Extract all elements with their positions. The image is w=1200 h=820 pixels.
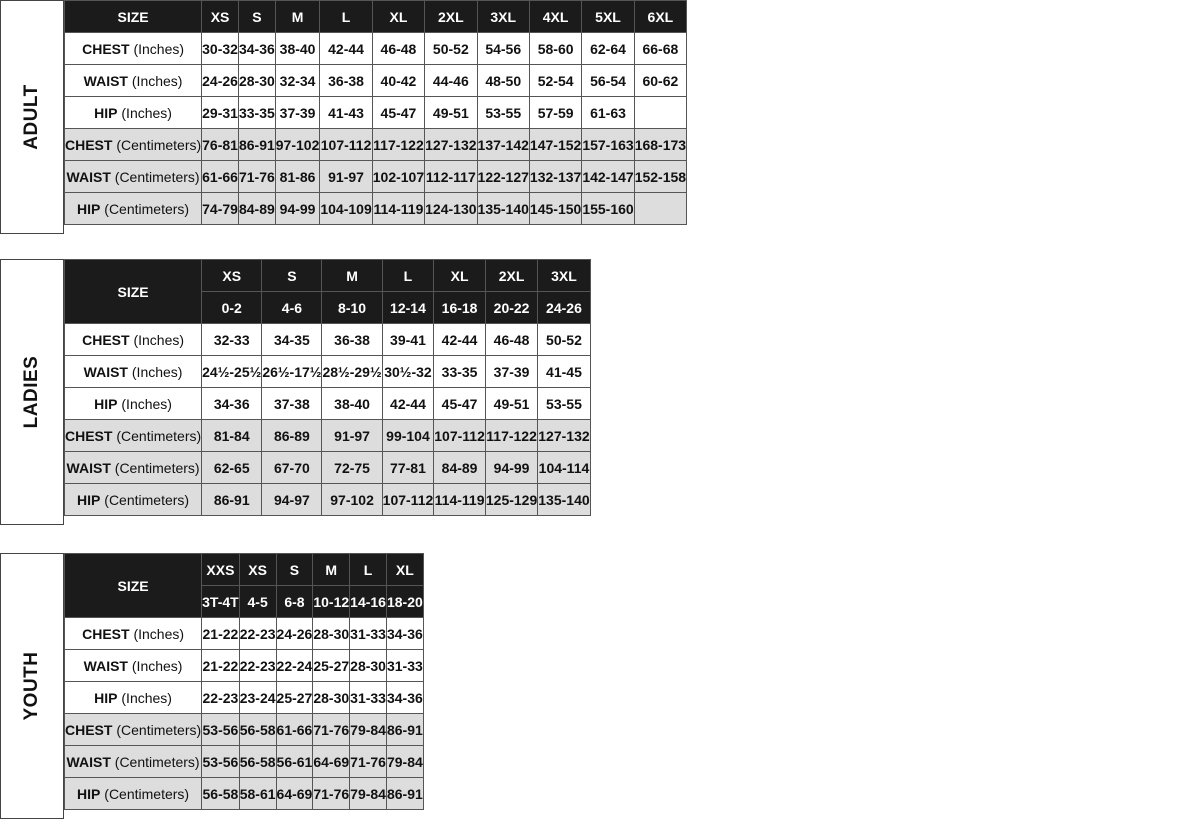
measurement-value: 107-112 (434, 420, 486, 452)
size-header-cell: L (382, 260, 434, 292)
numeric-size-header-cell: 18-20 (386, 586, 423, 618)
measurement-value: 56-61 (276, 746, 313, 778)
measurement-value: 135-140 (538, 484, 590, 516)
measurement-value: 107-112 (320, 129, 372, 161)
size-header-cell: S (238, 1, 275, 33)
measurement-value: 157-163 (582, 129, 634, 161)
measurement-value: 74-79 (202, 193, 239, 225)
measurement-unit: (Inches) (121, 395, 172, 412)
ladies-size-table (64, 259, 591, 516)
size-header-cell: 3XL (477, 1, 529, 33)
measurement-label (65, 324, 202, 356)
measurement-value: 56-58 (202, 778, 240, 810)
measurement-label (65, 356, 202, 388)
measurement-value: 30½-32 (382, 356, 434, 388)
measurement-value: 168-173 (634, 129, 686, 161)
measurement-row (65, 388, 591, 420)
measurement-unit: (Centimeters) (114, 459, 200, 476)
measurement-value: 125-129 (485, 484, 537, 516)
measurement-value: 46-48 (372, 33, 424, 65)
measurement-unit: (Inches) (121, 104, 172, 121)
measurement-value: 53-55 (477, 97, 529, 129)
measurement-row (65, 193, 687, 225)
measurement-value: 142-147 (582, 161, 634, 193)
measurement-value: 56-58 (239, 746, 276, 778)
measurement-value: 152-158 (634, 161, 686, 193)
measurement-row (65, 778, 424, 810)
measurement-value: 91-97 (322, 420, 382, 452)
measurement-unit: (Centimeters) (114, 168, 200, 185)
measurement-value: 41-45 (538, 356, 590, 388)
measurement-label (65, 161, 202, 193)
measurement-name: HIP (77, 200, 101, 217)
measurement-value: 81-84 (202, 420, 262, 452)
measurement-value: 53-55 (538, 388, 590, 420)
measurement-value (634, 193, 686, 225)
numeric-size-header-cell: 8-10 (322, 292, 382, 324)
measurement-value: 45-47 (434, 388, 486, 420)
measurement-value: 24½-25½ (202, 356, 262, 388)
youth-side-panel (0, 553, 64, 819)
measurement-value: 22-24 (276, 650, 313, 682)
measurement-value: 36-38 (322, 324, 382, 356)
measurement-value: 28-30 (350, 650, 387, 682)
size-header-row (65, 260, 591, 292)
size-header-cell: 3XL (538, 260, 590, 292)
measurement-value: 33-35 (434, 356, 486, 388)
adult-side-label: ADULT (21, 84, 42, 150)
adult-size-table (64, 0, 687, 225)
measurement-value: 127-132 (425, 129, 477, 161)
size-header-cell: XL (386, 554, 423, 586)
measurement-name: HIP (94, 395, 118, 412)
measurement-value: 25-27 (276, 682, 313, 714)
measurement-value: 86-91 (386, 778, 423, 810)
measurement-label (65, 97, 202, 129)
measurement-value: 64-69 (276, 778, 313, 810)
measurement-value: 91-97 (320, 161, 372, 193)
size-header-cell: 2XL (425, 1, 477, 33)
measurement-value: 60-62 (634, 65, 686, 97)
measurement-unit: (Inches) (131, 363, 183, 380)
size-header-cell: S (262, 260, 322, 292)
measurement-name: HIP (94, 689, 118, 706)
measurement-value: 31-33 (350, 682, 387, 714)
measurement-value: 71-76 (238, 161, 275, 193)
numeric-size-header-cell: 3T-4T (202, 586, 240, 618)
numeric-size-header-cell: 12-14 (382, 292, 434, 324)
measurement-value: 33-35 (238, 97, 275, 129)
youth-side-label: YOUTH (21, 651, 42, 721)
measurement-value: 23-24 (239, 682, 276, 714)
measurement-unit: (Centimeters) (114, 753, 200, 770)
measurement-value: 34-35 (262, 324, 322, 356)
measurement-name: WAIST (66, 459, 111, 476)
measurement-value: 71-76 (313, 714, 350, 746)
measurement-value: 114-119 (434, 484, 486, 516)
measurement-value: 81-86 (275, 161, 320, 193)
size-header-cell: XL (372, 1, 424, 33)
measurement-value: 135-140 (477, 193, 529, 225)
ladies-side-panel (0, 259, 64, 525)
size-header-label: SIZE (65, 260, 202, 324)
measurement-value: 114-119 (372, 193, 424, 225)
measurement-value: 37-39 (275, 97, 320, 129)
measurement-value: 62-64 (582, 33, 634, 65)
measurement-value: 104-114 (538, 452, 590, 484)
measurement-value: 50-52 (538, 324, 590, 356)
measurement-value: 38-40 (275, 33, 320, 65)
measurement-value: 53-56 (202, 746, 240, 778)
measurement-value: 147-152 (529, 129, 581, 161)
measurement-row (65, 33, 687, 65)
measurement-value: 28½-29½ (322, 356, 382, 388)
measurement-value: 77-81 (382, 452, 434, 484)
numeric-size-header-cell: 6-8 (276, 586, 313, 618)
size-header-cell: XL (434, 260, 486, 292)
measurement-value: 117-122 (372, 129, 424, 161)
size-header-cell: M (275, 1, 320, 33)
measurement-value: 57-59 (529, 97, 581, 129)
measurement-value: 97-102 (322, 484, 382, 516)
measurement-value: 49-51 (425, 97, 477, 129)
size-header-cell: L (320, 1, 372, 33)
measurement-label (65, 452, 202, 484)
measurement-label (65, 65, 202, 97)
measurement-value: 26½-17½ (262, 356, 322, 388)
measurement-unit: (Inches) (133, 625, 185, 642)
measurement-name: WAIST (66, 168, 111, 185)
numeric-size-header-cell: 4-6 (262, 292, 322, 324)
measurement-label (65, 618, 202, 650)
measurement-value: 124-130 (425, 193, 477, 225)
measurement-value: 28-30 (313, 618, 350, 650)
measurement-name: HIP (77, 785, 101, 802)
measurement-label (65, 193, 202, 225)
measurement-value: 61-66 (202, 161, 239, 193)
size-header-cell: L (350, 554, 387, 586)
measurement-value: 28-30 (238, 65, 275, 97)
measurement-value: 32-34 (275, 65, 320, 97)
measurement-value: 117-122 (485, 420, 537, 452)
measurement-row (65, 129, 687, 161)
measurement-name: CHEST (65, 721, 113, 738)
measurement-value: 97-102 (275, 129, 320, 161)
numeric-size-header-cell: 4-5 (239, 586, 276, 618)
measurement-value: 42-44 (382, 388, 434, 420)
measurement-row (65, 324, 591, 356)
numeric-size-header-cell: 16-18 (434, 292, 486, 324)
measurement-value: 56-54 (582, 65, 634, 97)
measurement-row (65, 484, 591, 516)
measurement-name: CHEST (65, 427, 113, 444)
measurement-value: 34-36 (202, 388, 262, 420)
size-header-cell: M (322, 260, 382, 292)
size-header-cell: XS (202, 260, 262, 292)
measurement-value: 34-36 (386, 618, 423, 650)
measurement-value: 86-89 (262, 420, 322, 452)
measurement-value: 25-27 (313, 650, 350, 682)
measurement-value: 44-46 (425, 65, 477, 97)
measurement-row (65, 65, 687, 97)
measurement-value: 30-32 (202, 33, 239, 65)
measurement-value: 155-160 (582, 193, 634, 225)
size-header-cell: XXS (202, 554, 240, 586)
measurement-value: 86-91 (238, 129, 275, 161)
measurement-value: 86-91 (386, 714, 423, 746)
measurement-value: 28-30 (313, 682, 350, 714)
measurement-value: 94-99 (485, 452, 537, 484)
numeric-size-header-cell: 10-12 (313, 586, 350, 618)
measurement-value: 37-38 (262, 388, 322, 420)
measurement-unit: (Centimeters) (116, 721, 202, 738)
measurement-value: 34-36 (386, 682, 423, 714)
measurement-value: 42-44 (320, 33, 372, 65)
measurement-value: 137-142 (477, 129, 529, 161)
measurement-unit: (Inches) (131, 72, 183, 89)
measurement-label (65, 484, 202, 516)
measurement-value: 53-56 (202, 714, 240, 746)
measurement-label (65, 388, 202, 420)
measurement-value: 112-117 (425, 161, 477, 193)
measurement-row (65, 356, 591, 388)
size-header-cell: 5XL (582, 1, 634, 33)
measurement-value: 36-38 (320, 65, 372, 97)
measurement-row (65, 682, 424, 714)
measurement-value: 58-61 (239, 778, 276, 810)
measurement-unit: (Inches) (133, 40, 185, 57)
measurement-value: 61-66 (276, 714, 313, 746)
measurement-row (65, 161, 687, 193)
measurement-label (65, 746, 202, 778)
measurement-value: 64-69 (313, 746, 350, 778)
measurement-value: 37-39 (485, 356, 537, 388)
measurement-row (65, 618, 424, 650)
measurement-value: 79-84 (350, 778, 387, 810)
measurement-unit: (Inches) (131, 657, 183, 674)
measurement-value: 122-127 (477, 161, 529, 193)
measurement-value: 104-109 (320, 193, 372, 225)
measurement-row (65, 650, 424, 682)
measurement-value: 76-81 (202, 129, 239, 161)
measurement-unit: (Centimeters) (116, 427, 202, 444)
measurement-value: 42-44 (434, 324, 486, 356)
measurement-unit: (Inches) (133, 331, 185, 348)
measurement-name: CHEST (82, 625, 130, 642)
size-header-cell: S (276, 554, 313, 586)
size-header-cell: M (313, 554, 350, 586)
size-header-label: SIZE (65, 1, 202, 33)
measurement-value: 67-70 (262, 452, 322, 484)
measurement-value: 24-26 (202, 65, 239, 97)
size-header-cell: 6XL (634, 1, 686, 33)
size-header-label: SIZE (65, 554, 202, 618)
measurement-value: 84-89 (238, 193, 275, 225)
size-header-row (65, 554, 424, 586)
measurement-value: 39-41 (382, 324, 434, 356)
measurement-value: 29-31 (202, 97, 239, 129)
measurement-name: HIP (94, 104, 118, 121)
measurement-value: 79-84 (386, 746, 423, 778)
measurement-value: 132-137 (529, 161, 581, 193)
numeric-size-header-cell: 20-22 (485, 292, 537, 324)
measurement-unit: (Centimeters) (104, 491, 190, 508)
measurement-value: 94-97 (262, 484, 322, 516)
measurement-value: 58-60 (529, 33, 581, 65)
measurement-value (634, 97, 686, 129)
size-header-cell: 2XL (485, 260, 537, 292)
size-header-cell: XS (239, 554, 276, 586)
measurement-value: 50-52 (425, 33, 477, 65)
size-header-row (65, 1, 687, 33)
measurement-name: WAIST (66, 753, 111, 770)
measurement-value: 52-54 (529, 65, 581, 97)
measurement-value: 145-150 (529, 193, 581, 225)
measurement-value: 31-33 (350, 618, 387, 650)
measurement-value: 21-22 (202, 618, 240, 650)
measurement-value: 86-91 (202, 484, 262, 516)
measurement-value: 54-56 (477, 33, 529, 65)
measurement-value: 46-48 (485, 324, 537, 356)
measurement-label (65, 682, 202, 714)
measurement-unit: (Centimeters) (116, 136, 202, 153)
measurement-value: 99-104 (382, 420, 434, 452)
measurement-value: 94-99 (275, 193, 320, 225)
measurement-unit: (Centimeters) (104, 785, 190, 802)
measurement-label (65, 129, 202, 161)
measurement-row (65, 452, 591, 484)
measurement-value: 41-43 (320, 97, 372, 129)
measurement-name: CHEST (65, 136, 113, 153)
measurement-name: CHEST (82, 40, 130, 57)
measurement-row (65, 420, 591, 452)
measurement-value: 127-132 (538, 420, 590, 452)
measurement-row (65, 714, 424, 746)
measurement-name: WAIST (83, 72, 128, 89)
measurement-value: 102-107 (372, 161, 424, 193)
measurement-value: 56-58 (239, 714, 276, 746)
measurement-unit: (Inches) (121, 689, 172, 706)
measurement-value: 22-23 (239, 650, 276, 682)
measurement-unit: (Centimeters) (104, 200, 190, 217)
measurement-label (65, 33, 202, 65)
measurement-value: 48-50 (477, 65, 529, 97)
measurement-value: 34-36 (238, 33, 275, 65)
measurement-value: 40-42 (372, 65, 424, 97)
measurement-value: 38-40 (322, 388, 382, 420)
adult-side-panel (0, 0, 64, 234)
measurement-value: 66-68 (634, 33, 686, 65)
measurement-label (65, 420, 202, 452)
measurement-name: WAIST (83, 363, 128, 380)
measurement-value: 71-76 (313, 778, 350, 810)
measurement-label (65, 714, 202, 746)
measurement-label (65, 650, 202, 682)
measurement-name: CHEST (82, 331, 130, 348)
measurement-value: 61-63 (582, 97, 634, 129)
measurement-name: HIP (77, 491, 101, 508)
numeric-size-header-cell: 14-16 (350, 586, 387, 618)
measurement-value: 71-76 (350, 746, 387, 778)
measurement-value: 49-51 (485, 388, 537, 420)
measurement-value: 24-26 (276, 618, 313, 650)
measurement-value: 22-23 (202, 682, 240, 714)
youth-size-table (64, 553, 424, 810)
measurement-row (65, 97, 687, 129)
measurement-value: 45-47 (372, 97, 424, 129)
measurement-label (65, 778, 202, 810)
size-header-cell: 4XL (529, 1, 581, 33)
measurement-row (65, 746, 424, 778)
size-header-cell: XS (202, 1, 239, 33)
measurement-name: WAIST (83, 657, 128, 674)
measurement-value: 72-75 (322, 452, 382, 484)
measurement-value: 84-89 (434, 452, 486, 484)
measurement-value: 21-22 (202, 650, 240, 682)
measurement-value: 22-23 (239, 618, 276, 650)
ladies-side-label: LADIES (21, 355, 42, 429)
numeric-size-header-cell: 0-2 (202, 292, 262, 324)
measurement-value: 62-65 (202, 452, 262, 484)
numeric-size-header-cell: 24-26 (538, 292, 590, 324)
measurement-value: 32-33 (202, 324, 262, 356)
measurement-value: 31-33 (386, 650, 423, 682)
measurement-value: 107-112 (382, 484, 434, 516)
measurement-value: 79-84 (350, 714, 387, 746)
